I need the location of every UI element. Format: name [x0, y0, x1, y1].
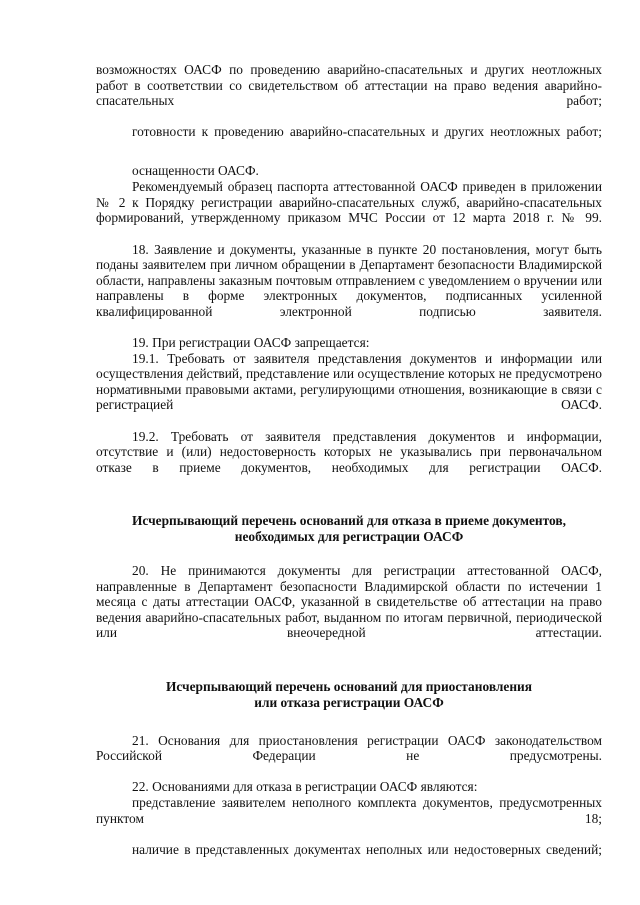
section-heading-line: Исчерпывающий перечень оснований для приостановления	[165, 678, 533, 694]
paragraph: Рекомендуемый образец паспорта аттестованной ОАСФ приведен в приложении № 2 к Порядку регистрации аварийно-спасательных служб, аварийно-спасательных формирований, утвержденному приказом МЧС России от 12 марта 2018 г. № 99.	[96, 179, 602, 226]
section-heading-line: необходимых для регистрации ОАСФ	[234, 529, 464, 545]
paragraph: готовности к проведению аварийно-спасательных и других неотложных работ;	[132, 124, 602, 140]
paragraph: 19.2. Требовать от заявителя представления документов и информации, отсутствие и (или) недостоверность которых не указывались при первоначальном отказе в приеме документов, необходимых для регистрации ОАСФ.	[96, 428, 602, 475]
paragraph: 21. Основания для приостановления регистрации ОАСФ законодательством Российской Федерации не предусмотрены.	[96, 732, 602, 764]
spacer	[96, 711, 602, 733]
paragraph: представление заявителем неполного комплекта документов, предусмотренных пунктом 18;	[96, 794, 602, 826]
spacer	[96, 657, 602, 679]
paragraph: 18. Заявление и документы, указанные в пункте 20 постановления, могут быть поданы заявителем при личном обращении в Департамент безопасности Владимирской области, направлены заказным почтовым отправлением с уведомлением о вручении или направлены в форме электронных документов, подписанных усиленной квалифицированной электронной подписью заявителя.	[96, 241, 602, 319]
section-heading-line: Исчерпывающий перечень оснований для отказа в приеме документов,	[132, 513, 566, 529]
paragraph: возможностях ОАСФ по проведению аварийно-спасательных и других неотложных работ в соответствии со свидетельством об аттестации на право ведения аварийно-спасательных работ;	[96, 62, 602, 109]
paragraph: 19.1. Требовать от заявителя представления документов и информации или осуществления действий, представление или осуществление которых не предусмотрено нормативными правовыми актами, регулирующими отношения, возникающие в связи с регистрацией ОАСФ.	[96, 350, 602, 413]
paragraph: наличие в представленных документах неполных или недостоверных сведений;	[132, 841, 602, 857]
paragraph: 19. При регистрации ОАСФ запрещается:	[132, 335, 370, 351]
paragraph: оснащенности ОАСФ.	[132, 162, 259, 178]
spacer	[96, 491, 602, 513]
spacer	[96, 545, 602, 563]
section-heading-line: или отказа регистрации ОАСФ	[254, 694, 444, 710]
paragraph: 22. Основаниями для отказа в регистрации ОАСФ являются:	[132, 779, 478, 795]
paragraph: 20. Не принимаются документы для регистрации аттестованной ОАСФ, направленные в Департамент безопасности Владимирской области по истечении 1 месяца с даты аттестации ОАСФ, указанной в свидетельстве об аттестации на право ведения аварийно-спасательных работ, выданном по итогам первичной, периодической или внеочередной аттестации.	[96, 563, 602, 641]
